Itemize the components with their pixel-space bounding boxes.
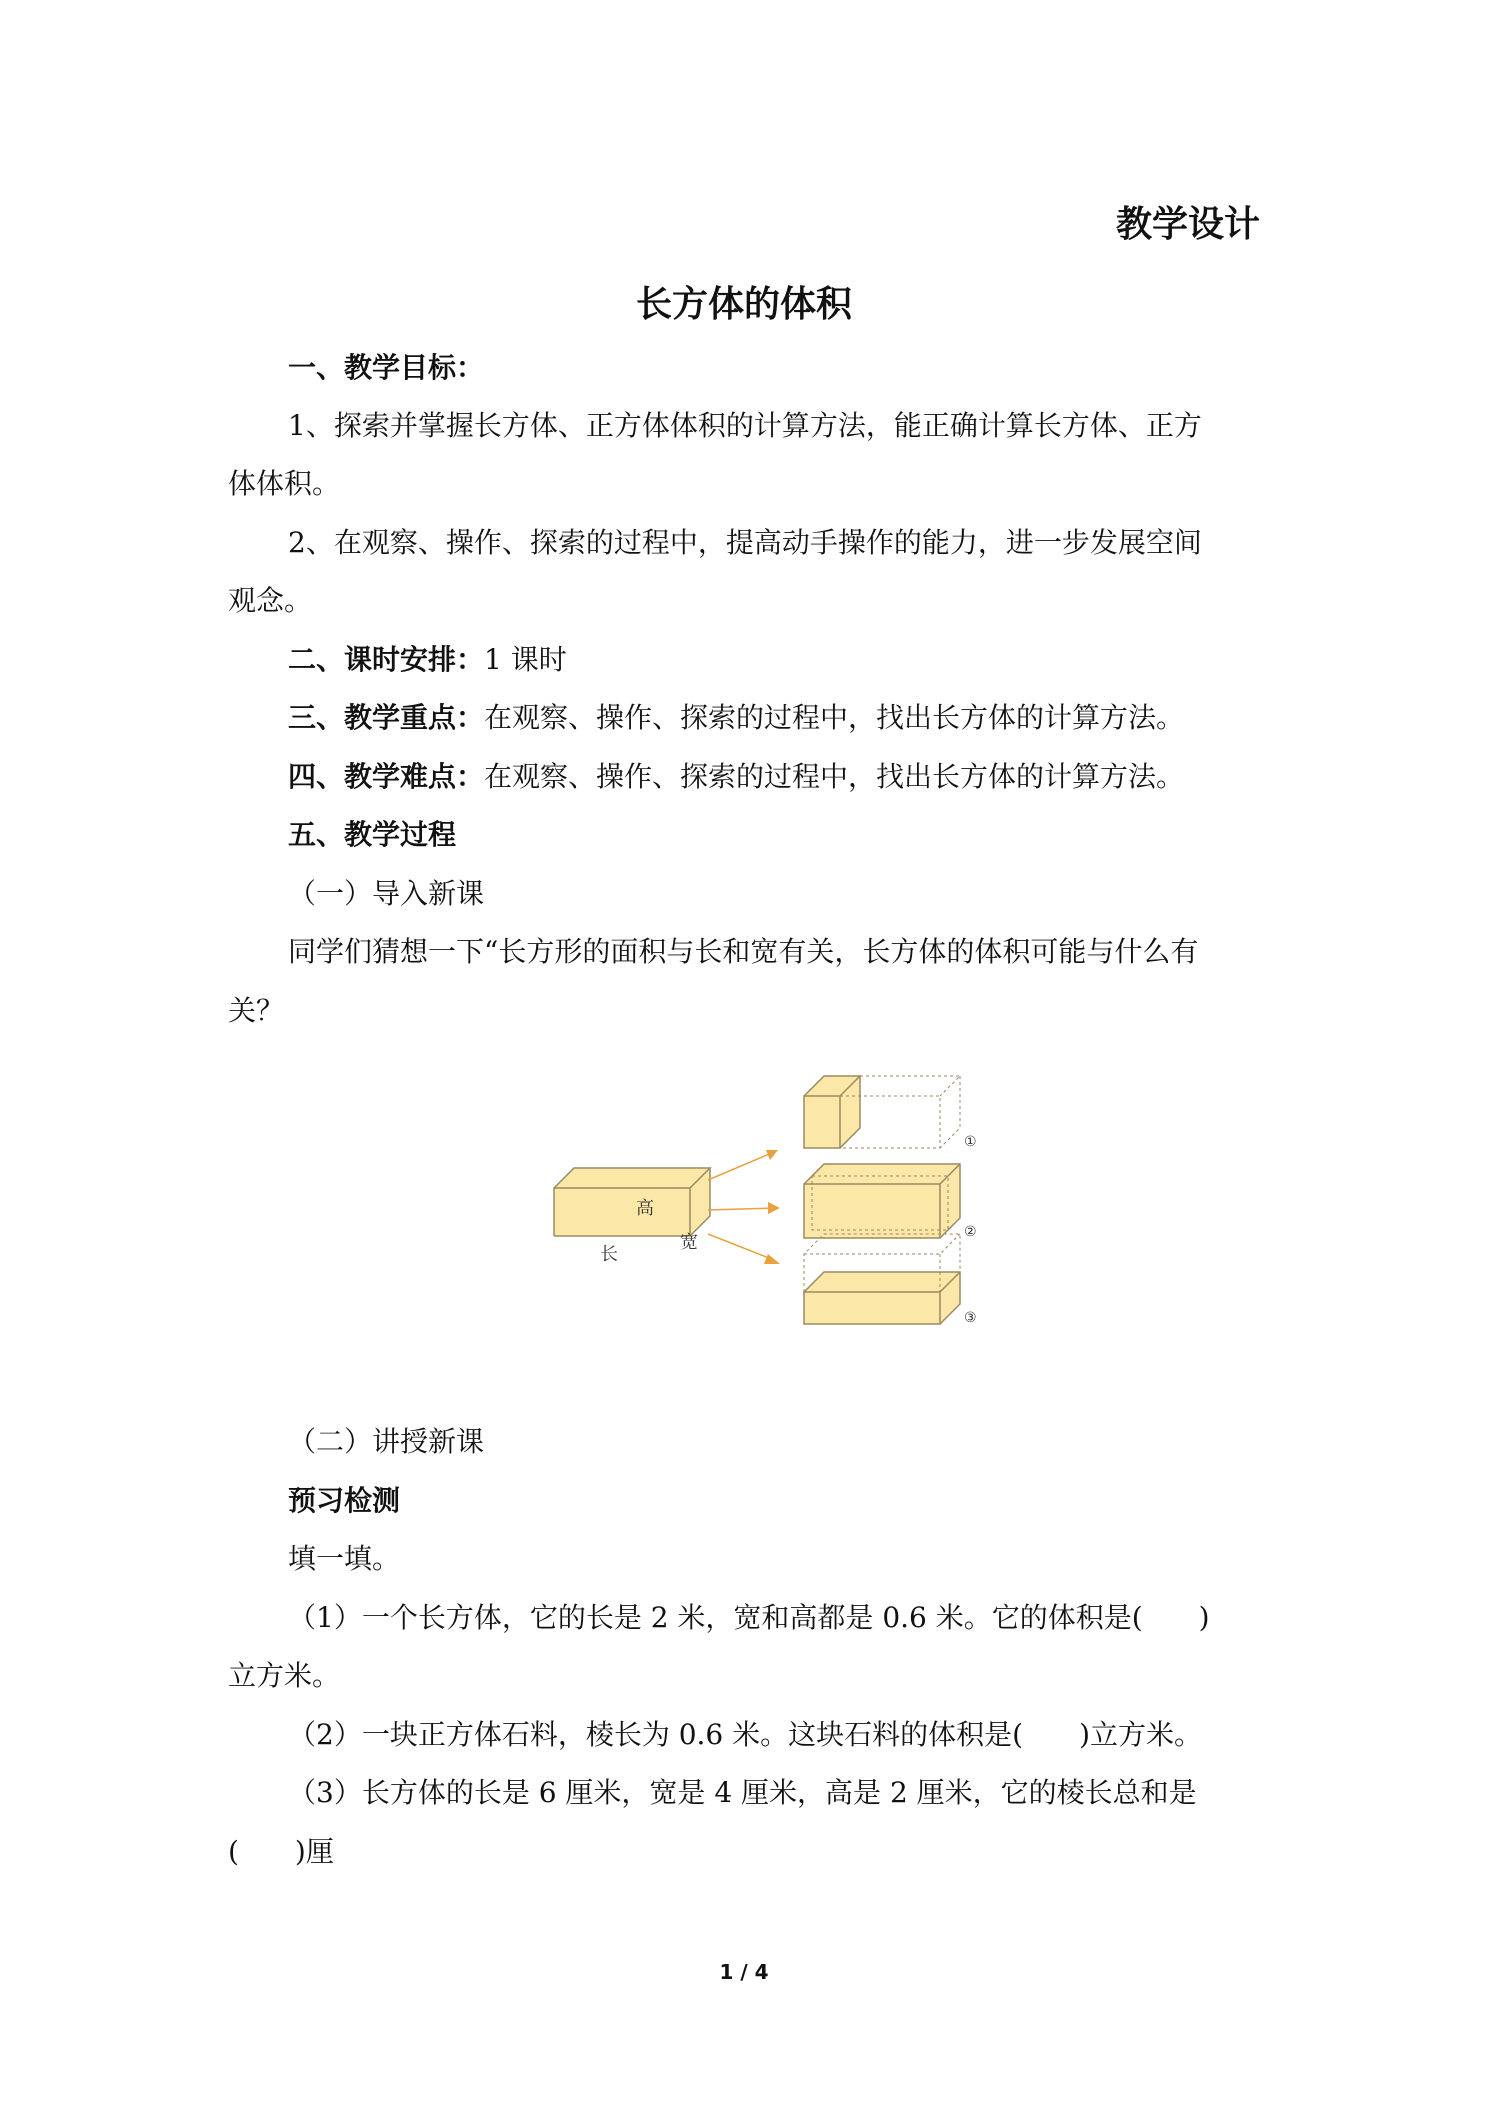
difficulties-line bbox=[288, 757, 1260, 797]
intro-question-line-1: 同学们猜想一下“长方形的面积与长和宽有关，长方体的体积可能与什么有 bbox=[288, 935, 1199, 968]
objective-2-line-1: 2、在观察、操作、探索的过程中，提高动手操作的能力，进一步发展空间 bbox=[288, 526, 1202, 559]
key-points-label: 三、教学重点： bbox=[288, 701, 485, 734]
mark-3: ③ bbox=[964, 1310, 977, 1326]
objective-1-line-1: 1、探索并掌握长方体、正方体体积的计算方法，能正确计算长方体、正方 bbox=[288, 409, 1202, 442]
key-points-text: 在观察、操作、探索的过程中，找出长方体的计算方法。 bbox=[484, 701, 1185, 734]
cuboid-variant-3 bbox=[804, 1234, 960, 1324]
arrow-1 bbox=[708, 1150, 778, 1180]
fill-instruction: 填一填。 bbox=[288, 1542, 401, 1575]
exercise-1-line-2: 立方米。 bbox=[228, 1659, 341, 1692]
preview-check-heading: 预习检测 bbox=[288, 1484, 401, 1517]
length-label: 长 bbox=[600, 1244, 618, 1265]
key-points-line bbox=[288, 698, 1260, 738]
exercise-1-line-1: （1）一个长方体，它的长是 2 米，宽和高都是 0.6 米。它的体积是( ) bbox=[288, 1601, 1210, 1634]
objective-2-line-2: 观念。 bbox=[228, 584, 313, 617]
schedule-text: 1 课时 bbox=[484, 643, 567, 676]
objective-1-line-2: 体体积。 bbox=[228, 467, 341, 500]
schedule-label: 二、课时安排： bbox=[288, 643, 485, 676]
schedule-line bbox=[288, 640, 1260, 680]
difficulties-text: 在观察、操作、探索的过程中，找出长方体的计算方法。 bbox=[484, 760, 1185, 793]
subheading-new-lesson: （二）讲授新课 bbox=[288, 1425, 485, 1458]
difficulties-label: 四、教学难点： bbox=[288, 760, 485, 793]
width-label: 宽 bbox=[680, 1232, 698, 1253]
section-heading-objectives: 一、教学目标： bbox=[288, 351, 485, 384]
cuboid-figure bbox=[550, 1068, 990, 1348]
section-heading-process: 五、教学过程 bbox=[288, 818, 457, 851]
mark-1: ① bbox=[964, 1134, 977, 1150]
mark-2: ② bbox=[964, 1224, 977, 1240]
cuboid-variant-1 bbox=[804, 1076, 960, 1148]
main-cuboid bbox=[554, 1168, 710, 1236]
cuboid-variant-2 bbox=[804, 1164, 960, 1238]
page-title: 长方体的体积 bbox=[635, 284, 852, 325]
page-number: 1 / 4 bbox=[719, 1960, 769, 1984]
exercise-2: （2）一块正方体石料，棱长为 0.6 米。这块石料的体积是( )立方米。 bbox=[288, 1718, 1202, 1751]
exercise-3-line-2: ( )厘 bbox=[228, 1835, 334, 1868]
exercise-3-line-1: （3）长方体的长是 6 厘米，宽是 4 厘米，高是 2 厘米，它的棱长总和是 bbox=[288, 1776, 1197, 1809]
arrow-3 bbox=[708, 1234, 780, 1264]
subheading-intro: （一）导入新课 bbox=[288, 877, 485, 910]
intro-question-line-2: 关？ bbox=[228, 994, 285, 1027]
arrow-2 bbox=[708, 1202, 780, 1214]
document-type: 教学设计 bbox=[1115, 204, 1260, 245]
height-label: 高 bbox=[636, 1198, 654, 1219]
